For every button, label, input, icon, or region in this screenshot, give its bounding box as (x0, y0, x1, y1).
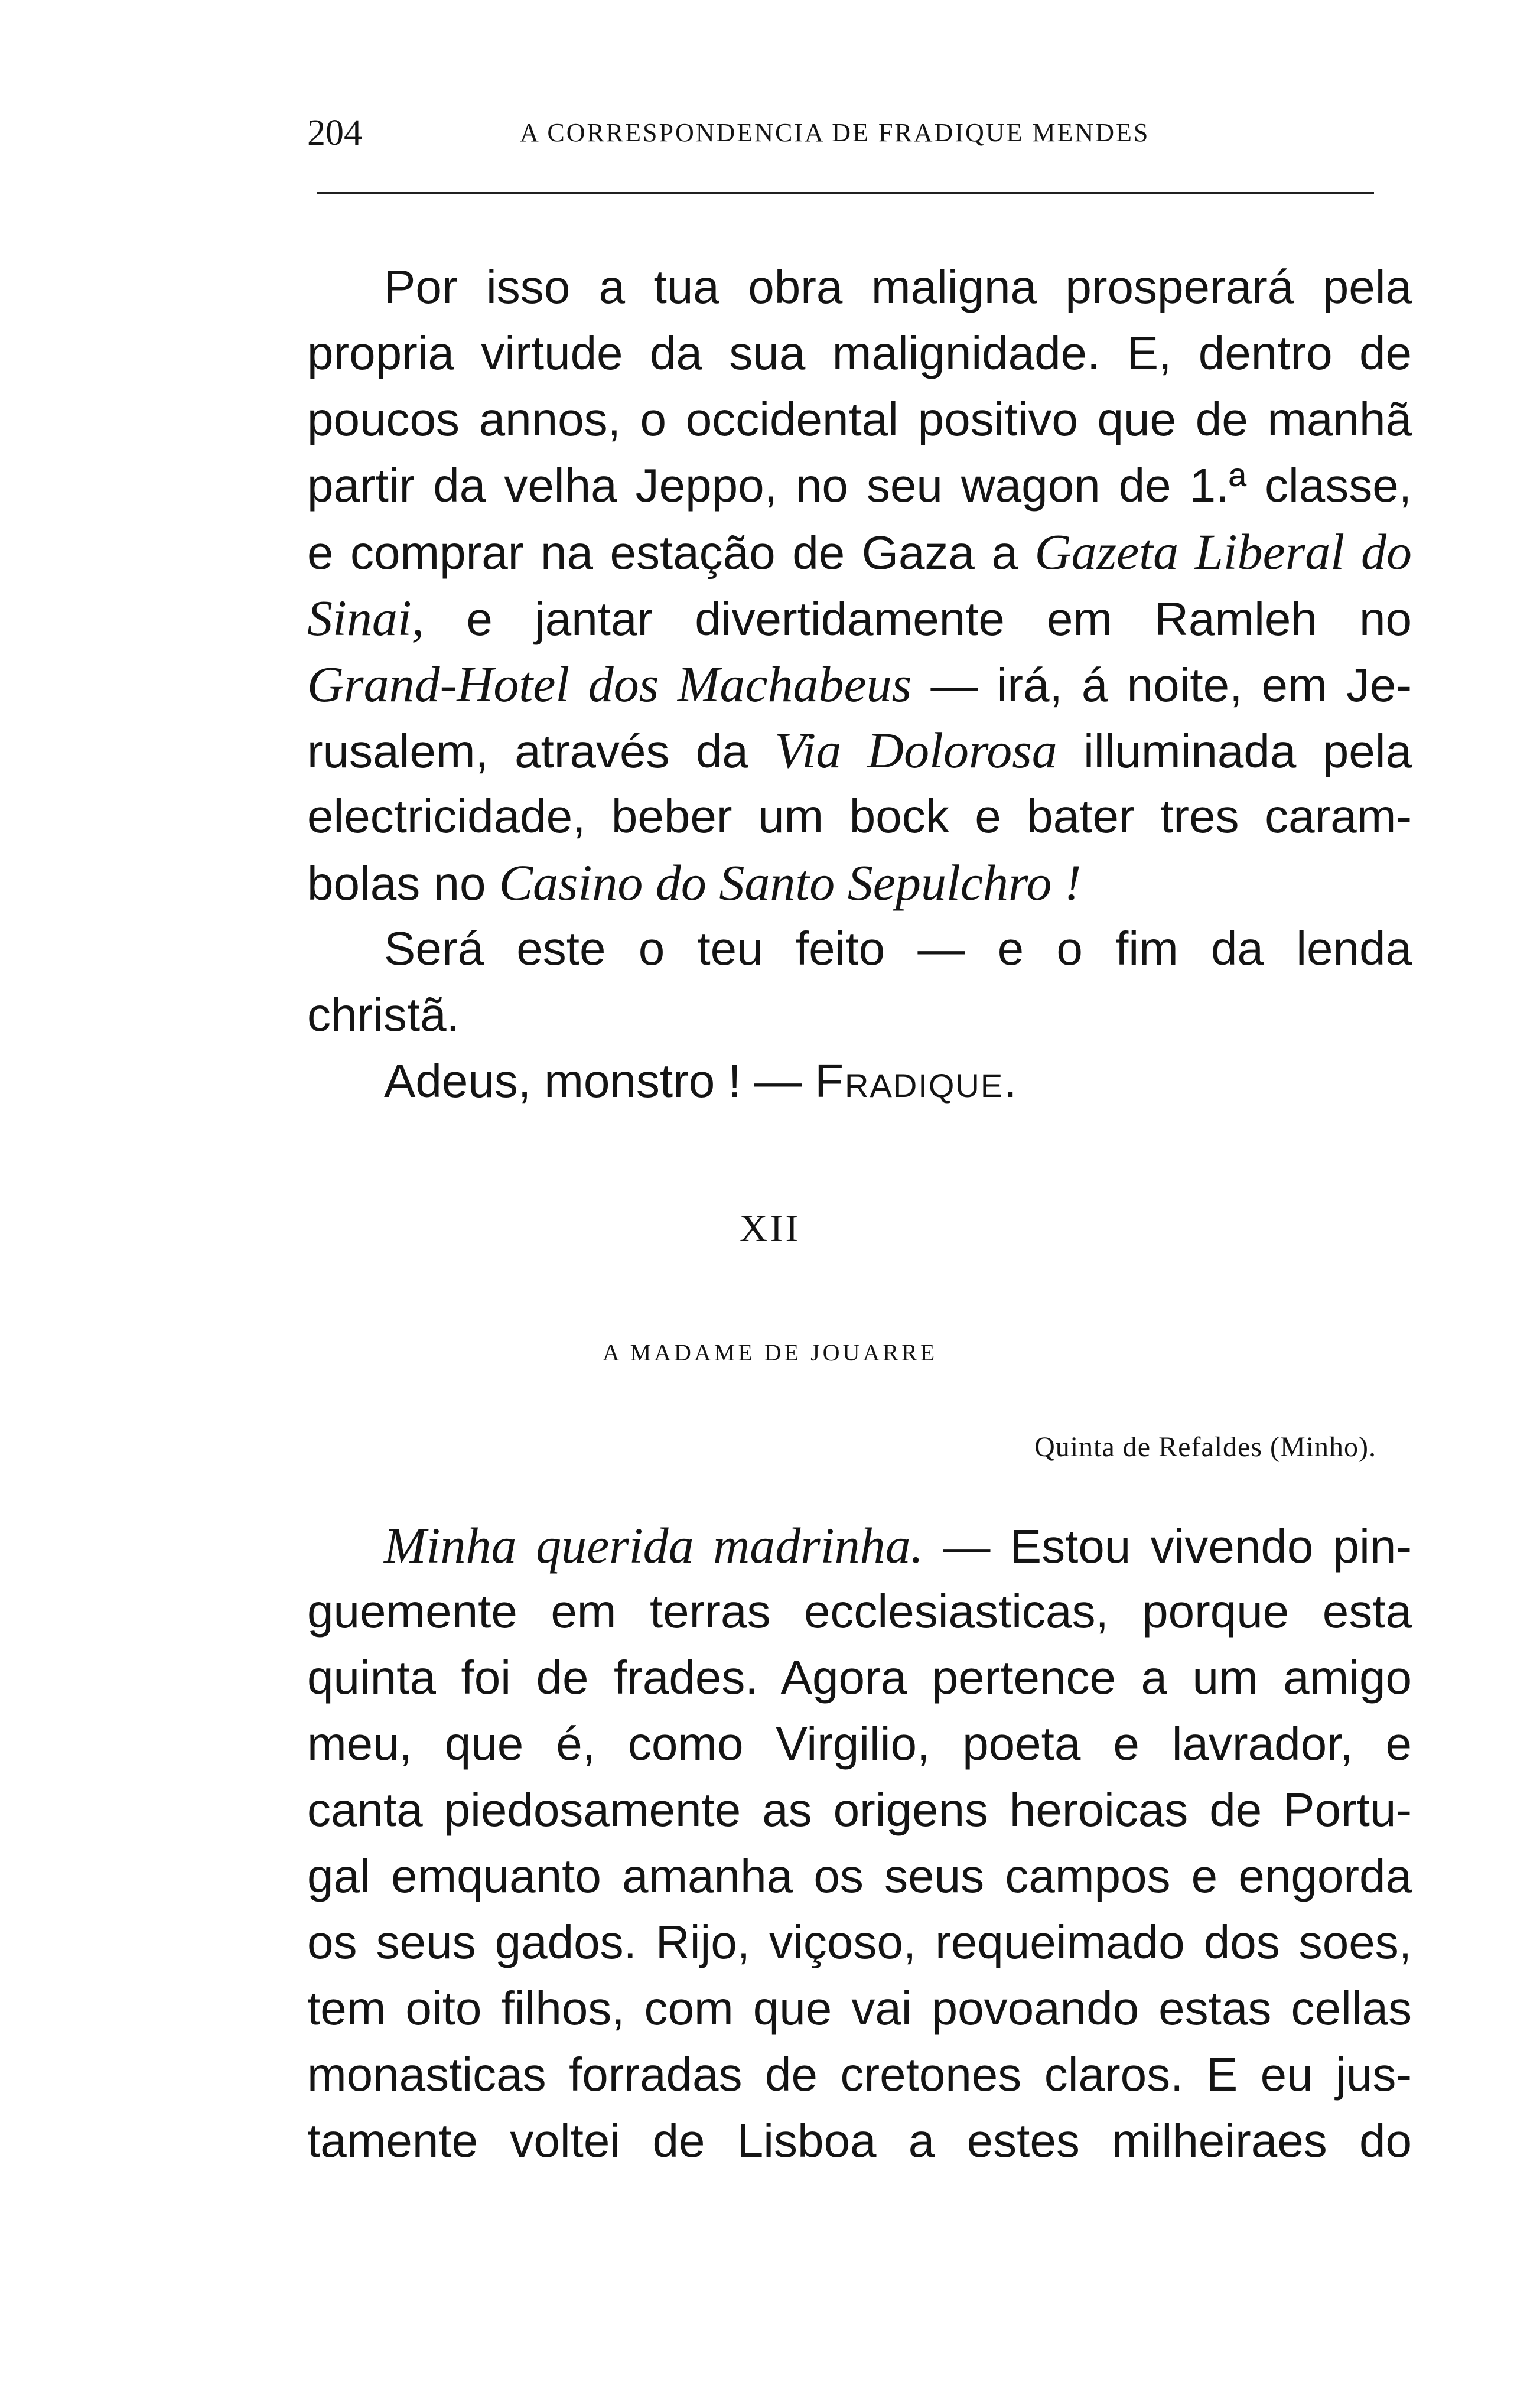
italic-title: Grand-Hotel dos Machabeus (307, 656, 912, 712)
signature: Fradique. (815, 1054, 1018, 1107)
text-line: os seus gados. Rijo, viçoso, requeimado dos soes, (307, 1916, 1412, 1968)
text-line: propria virtude da sua malignidade. E, dentro de (307, 327, 1412, 379)
text-line: quinta foi de frades. Agora pertence a um amigo (307, 1651, 1412, 1704)
italic-title: Gazeta Liberal do (1034, 523, 1412, 580)
text-line: Será este o teu feito — e o fim da lenda (384, 922, 1412, 975)
text-line: monasticas forradas de cretones claros. E eu jus- (307, 2048, 1412, 2101)
italic-title: Sinai, (307, 590, 425, 646)
header-rule (317, 192, 1374, 194)
text-line: bolas no Casino do Santo Sepulchro ! (307, 854, 1082, 911)
text-line: electricidade, beber um bock e bater tres caram- (307, 790, 1412, 842)
text-line: meu, que é, como Virgilio, poeta e lavrador, e (307, 1717, 1412, 1770)
chapter-numeral: XII (739, 1207, 801, 1250)
text-line: rusalem, através da Via Dolorosa illuminada pela (307, 722, 1412, 779)
text-line: Por isso a tua obra maligna prosperará pela (384, 261, 1412, 313)
text-line: Minha querida madrinha. — Estou vivendo pin- (384, 1517, 1412, 1574)
salutation: Minha querida madrinha. (384, 1517, 924, 1574)
running-head (307, 109, 1370, 157)
letter-dateline: Quinta de Refaldes (Minho). (1034, 1431, 1376, 1463)
chapter-title: A MADAME DE JOUARRE (602, 1339, 938, 1366)
text-line: gal emquanto amanha os seus campos e engorda (307, 1850, 1412, 1902)
text-line: Sinai, e jantar divertidamente em Ramleh no (307, 590, 1412, 646)
text-line: tamente voltei de Lisboa a estes milheiraes do (307, 2114, 1412, 2167)
italic-title: Via Dolorosa (774, 722, 1057, 779)
page-number: 204 (307, 113, 362, 153)
running-title: A CORRESPONDENCIA DE FRADIQUE MENDES (520, 118, 1150, 147)
text-line: guemente em terras ecclesiasticas, porque esta (307, 1585, 1412, 1638)
text-line: e comprar na estação de Gaza a Gazeta Liberal do (307, 523, 1412, 580)
text-line: partir da velha Jeppo, no seu wagon de 1.ª classe, (307, 459, 1412, 512)
text-line: poucos annos, o occidental positivo que de manhã (307, 393, 1412, 445)
signature-line: Adeus, monstro ! — Fradique. (384, 1054, 1018, 1107)
letter-end-text (307, 254, 1412, 1114)
italic-title: Casino do Santo Sepulchro ! (499, 854, 1082, 911)
text-line: canta piedosamente as origens heroicas de Portu- (307, 1783, 1412, 1836)
text-line: christã. (307, 988, 460, 1041)
letter-start-text (307, 1512, 1412, 2174)
text-line: tem oito filhos, com que vai povoando estas cellas (307, 1982, 1412, 2035)
text-line: Grand-Hotel dos Machabeus — irá, á noite, em Je- (307, 656, 1412, 712)
